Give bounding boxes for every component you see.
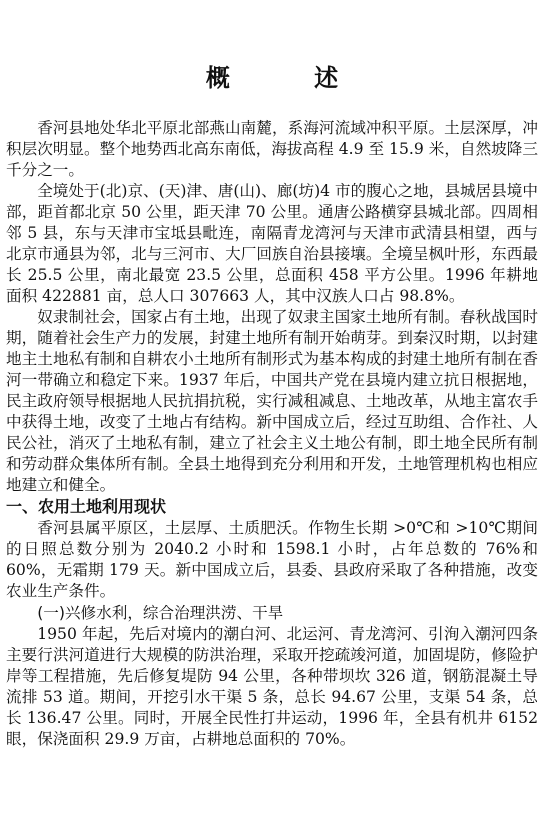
subsection-heading: (一)兴修水利，综合治理洪涝、干旱 <box>37 604 284 622</box>
page-title: 概 述 <box>205 64 377 92</box>
paragraph-geography: 香河县地处华北平原北部燕山南麓，系海河流域冲积平原。土层深厚，冲积层次明显。整个地势西北高东南低，海拔高程 4.9 至 15.9 米，自然坡降三千分之一。 <box>6 119 538 179</box>
paragraph-agriculture: 香河县属平原区，土层厚、土质肥沃。作物生长期 >0℃和 >10℃期间的日照总数分别为 2040.2 小时和 1598.1 小时，占年总数的 76%和 60%，无霜期 179 天。新中国成立后，县委、县政府采取了各种措施，改变农业生产条件。 <box>6 519 538 600</box>
paragraph-location: 全境处于(北)京、(天)津、唐(山)、廊(坊)4 市的腹心之地，县城居县境中部，距首都北京 50 公里，距天津 70 公里。通唐公路横穿县城北部。四周相邻 5 县，东与天津市宝坻县毗连，南隔青龙湾河与天津市武清县相望，西与北京市通县为邻，北与三河市、大厂回族自治县接壤。全境呈枫叶形，东西最长 25.5 公里，南北最宽 23.5 公里，总面积 458 平方公里。1996 年耕地面积 422881 亩，总人口 307663 人，其中汉族人口占 98.8%。 <box>6 182 538 305</box>
paragraph-land-history: 奴隶制社会，国家占有土地，出现了奴隶主国家土地所有制。春秋战国时期，随着社会生产力的发展，封建土地所有制开始萌芽。到秦汉时期，以封建地主土地私有制和自耕农小土地所有制形式为基本构成的封建土地所有制在香河一带确立和稳定下来。1937 年后，中国共产党在县境内建立抗日根据地，民主政府领导根据地人民抗捐抗税，实行减租减息、土地改革，从地主富农手中获得土地，改变了土地占有结构。新中国成立后，经过互助组、合作社、人民公社，消灭了土地私有制，建立了社会主义土地公有制，即土地全民所有制和劳动群众集体所有制。全县土地得到充分利用和开发，土地管理机构也相应地建立和健全。 <box>6 308 538 494</box>
section-heading: 一、农用土地利用现状 <box>6 497 167 516</box>
document-body <box>6 118 538 750</box>
paragraph-water-works: 1950 年起，先后对境内的潮白河、北运河、青龙湾河、引洵入潮河四条主要行洪河道进行大规模的防洪治理，采取开挖疏竣河道，加固堤防，修险护岸等工程措施，先后修复堤防 94 公里，各种带坝坎 326 道，钢筋混凝土导流排 53 道。期间，开挖引水干渠 5 条，总长 94.67 公里，支渠 54 条，总长 136.47 公里。同时，开展全民性打井运动，1996 年，全县有机井 6152 眼，保浇面积 29.9 万亩，占耕地总面积的 70%。 <box>6 625 538 748</box>
